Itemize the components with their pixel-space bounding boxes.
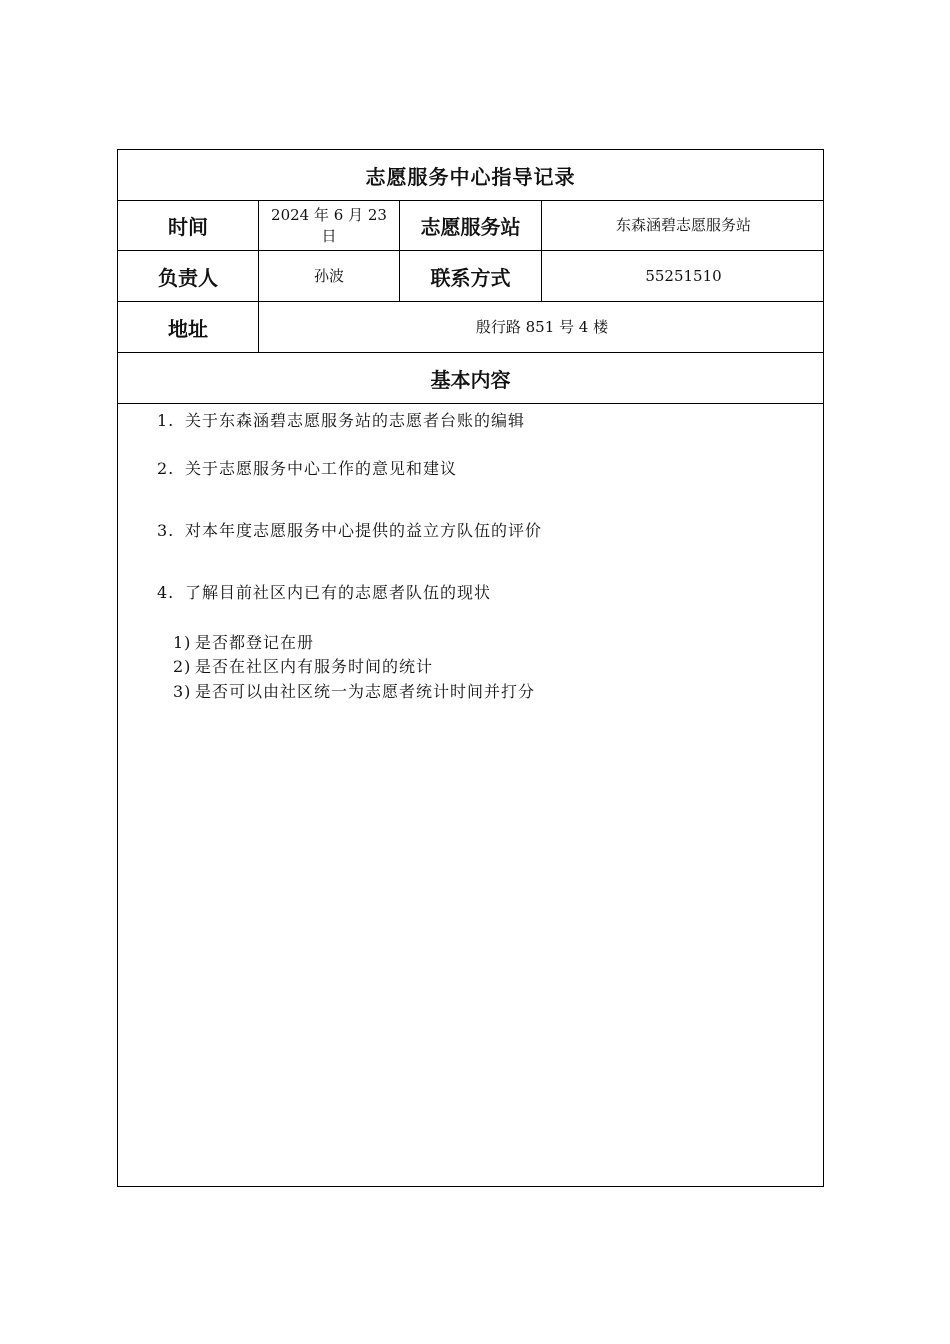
owner-value-cell [259,251,400,301]
sub-list-item [173,654,433,677]
sub-list-item [173,630,314,653]
address-label: 地址 [168,316,208,341]
section-header-row [118,353,823,404]
contact-label: 联系方式 [430,265,511,290]
list-item [157,518,542,541]
list-item-text: 关于东森涵碧志愿服务站的志愿者台账的编辑 [185,411,526,430]
contact-value: 55251510 [645,266,722,285]
section-header-cell [118,353,823,403]
time-station-row [118,201,823,251]
station-value: 东森涵碧志愿服务站 [615,216,751,234]
address-value-cell [259,302,825,352]
sub-list-item-number: 3) [173,682,192,701]
form-title-cell [118,150,823,200]
contact-value-cell [542,251,825,301]
station-value-cell [542,201,825,250]
address-label-cell [118,302,259,352]
list-item-number: 1. [157,411,175,430]
list-item [157,408,525,431]
address-value: 殷行路 851 号 4 楼 [475,317,609,336]
sub-list-item [173,679,535,702]
owner-value: 孙波 [313,266,344,285]
station-label: 志愿服务站 [420,215,521,239]
sub-list-item-text: 是否在社区内有服务时间的统计 [195,657,434,676]
station-label-cell [400,201,542,250]
form-title: 志愿服务中心指导记录 [365,164,576,189]
list-item-text: 对本年度志愿服务中心提供的益立方队伍的评价 [185,521,543,540]
section-header: 基本内容 [430,367,511,392]
address-row [118,302,823,353]
sub-list-item-text: 是否可以由社区统一为志愿者统计时间并打分 [195,682,536,701]
list-item-number: 2. [157,459,175,478]
list-item-number: 4. [157,583,175,602]
form-title-row [118,150,823,201]
sub-list-item-text: 是否都登记在册 [195,633,315,652]
time-value: 2024 年 6 月 23 日 [271,205,387,245]
list-item [157,456,457,479]
list-item-text: 了解目前社区内已有的志愿者队伍的现状 [185,583,492,602]
owner-label: 负责人 [158,265,218,290]
guidance-record-form [117,149,824,1187]
sub-list-item-number: 1) [173,633,192,652]
list-item-number: 3. [157,521,175,540]
list-item [157,580,491,603]
time-label: 时间 [168,215,208,239]
owner-contact-row [118,251,823,302]
time-value-cell [259,201,400,250]
sub-list-item-number: 2) [173,657,192,676]
contact-label-cell [400,251,542,301]
basic-content-area [118,404,823,1186]
time-label-cell [118,201,259,250]
owner-label-cell [118,251,259,301]
list-item-text: 关于志愿服务中心工作的意见和建议 [185,459,458,478]
